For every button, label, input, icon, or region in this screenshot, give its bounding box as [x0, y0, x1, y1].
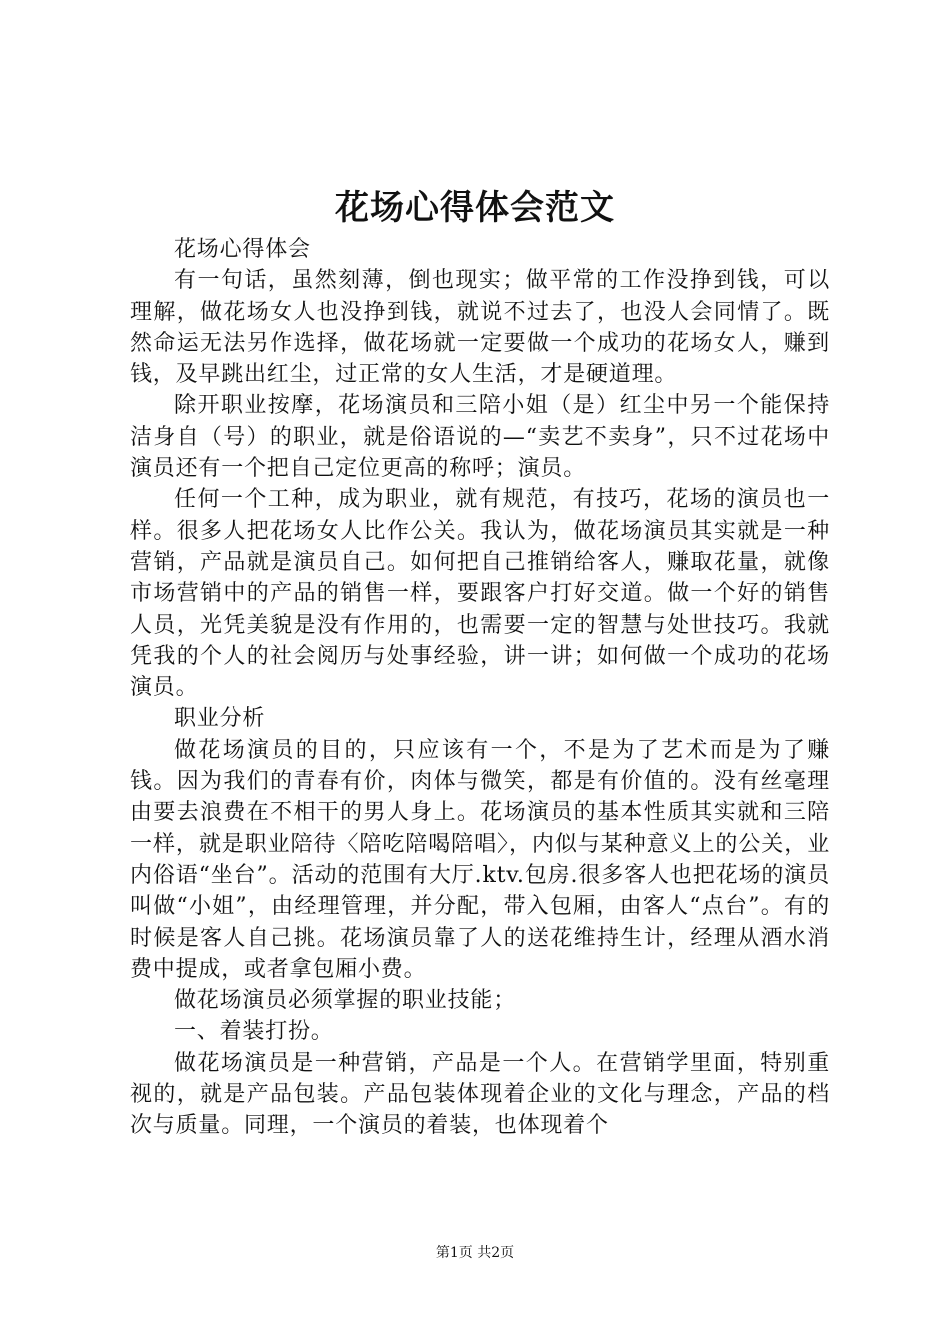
paragraph: 除开职业按摩，花场演员和三陪小姐（是）红尘中另一个能保持洁身自（号）的职业，就是俗语说的—“卖艺不卖身”，只不过花场中演员还有一个把自己定位更高的称呼；演员。 [130, 393, 830, 482]
paragraph: 做花场演员的目的，只应该有一个，不是为了艺术而是为了赚钱。因为我们的青春有价，肉体与微笑，都是有价值的。没有丝毫理由要去浪费在不相干的男人身上。花场演员的基本性质其实就和三陪一样，就是职业陪待〈陪吃陪喝陪唱〉，内似与某种意义上的公关，业内俗语“坐台”。活动的范围有大厅.ktv.包房.很多客人也把花场的演员叫做“小姐”，由经理管理，并分配，带入包厢，由客人“点台”。有的时候是客人自己挑。花场演员靠了人的送花维持生计，经理从酒水消费中提成，或者拿包厢小费。 [130, 737, 830, 982]
paragraph: 任何一个工种，成为职业，就有规范，有技巧，花场的演员也一样。很多人把花场女人比作公关。我认为，做花场演员其实就是一种营销，产品就是演员自己。如何把自己推销给客人，赚取花量，就像市场营销中的产品的销售一样，要跟客户打好交道。做一个好的销售人员，光凭美貌是没有作用的，也需要一定的智慧与处世技巧。我就凭我的个人的社会阅历与处事经验，讲一讲；如何做一个成功的花场演员。 [130, 487, 830, 701]
page-number-footer: 第1页 共2页 [435, 1245, 515, 1261]
section-heading-skills: 做花场演员必须掌握的职业技能； [174, 988, 517, 1014]
document-body [130, 234, 830, 1142]
paragraph: 有一句话，虽然刻薄，倒也现实；做平常的工作没挣到钱，可以理解，做花场女人也没挣到钱，就说不过去了，也没人会同情了。既然命运无法另作选择，做花场就一定要做一个成功的花场女人，赚到钱，及早跳出红尘，过正常的女人生活，才是硬道理。 [130, 268, 830, 388]
paragraph-heading-intro: 花场心得体会 [174, 237, 311, 262]
section-heading-career-analysis: 职业分析 [174, 706, 266, 732]
document-title: 花场心得体会范文 [335, 188, 615, 228]
section-heading-dress: 一、着装打扮。 [174, 1019, 334, 1045]
paragraph: 做花场演员是一种营销，产品是一个人。在营销学里面，特别重视的，就是产品包装。产品包装体现着企业的文化与理念，产品的档次与质量。同理，一个演员的着装，也体现着个 [130, 1050, 830, 1139]
